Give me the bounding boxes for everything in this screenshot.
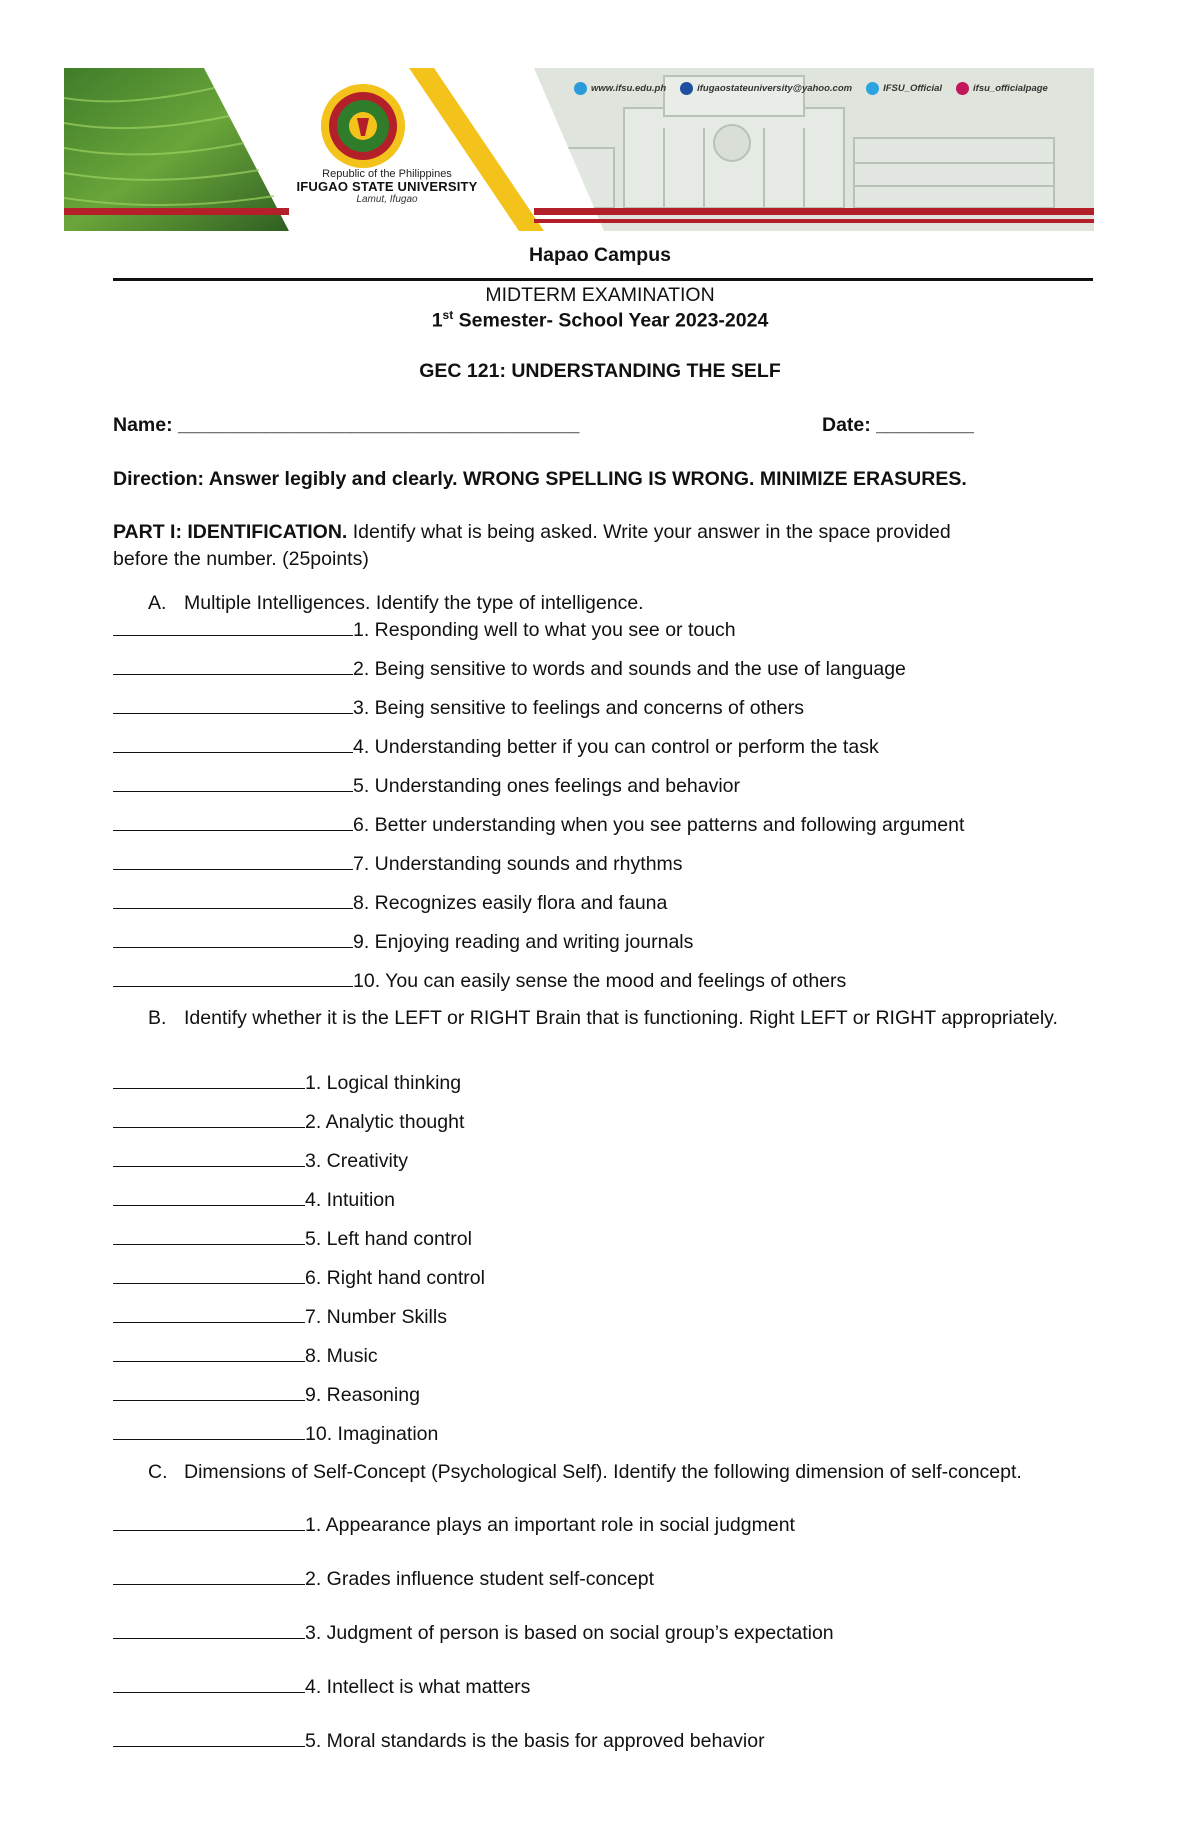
list-item bbox=[113, 1567, 654, 1591]
question-text: 3. Judgment of person is based on social group’s expectation bbox=[305, 1622, 834, 1644]
section-a-letter: A. bbox=[148, 592, 167, 614]
semester-number: 1 bbox=[431, 309, 443, 332]
list-item bbox=[113, 774, 740, 798]
twitter-icon bbox=[866, 82, 879, 95]
section-a-heading bbox=[148, 592, 644, 615]
answer-blank[interactable] bbox=[113, 1513, 305, 1531]
question-text: 2. Analytic thought bbox=[305, 1111, 465, 1133]
question-text: 3. Being sensitive to feelings and concerns of others bbox=[353, 697, 804, 719]
question-text: 6. Right hand control bbox=[305, 1267, 485, 1289]
list-item bbox=[113, 1149, 408, 1173]
university-location: Lamut, Ifugao bbox=[356, 194, 418, 206]
question-text: 1. Logical thinking bbox=[305, 1072, 462, 1094]
list-item bbox=[113, 1110, 464, 1134]
date-field[interactable] bbox=[822, 414, 974, 437]
answer-blank[interactable] bbox=[113, 1383, 305, 1401]
question-text: 5. Understanding ones feelings and behavior bbox=[353, 775, 741, 797]
answer-blank[interactable] bbox=[113, 618, 353, 636]
list-item bbox=[113, 618, 736, 642]
semester-text: Semester- School Year 2023-2024 bbox=[453, 309, 769, 332]
section-c-letter: C. bbox=[148, 1461, 168, 1483]
answer-blank[interactable] bbox=[113, 1110, 305, 1128]
answer-blank[interactable] bbox=[113, 891, 353, 909]
university-name: IFUGAO STATE UNIVERSITY bbox=[296, 179, 478, 195]
question-text: 8. Recognizes easily flora and fauna bbox=[353, 892, 668, 914]
answer-blank[interactable] bbox=[113, 1344, 305, 1362]
question-text: 10. Imagination bbox=[305, 1423, 439, 1445]
list-item bbox=[113, 891, 667, 915]
answer-blank[interactable] bbox=[113, 1567, 305, 1585]
list-item bbox=[113, 1513, 795, 1537]
answer-blank[interactable] bbox=[113, 696, 353, 714]
answer-blank[interactable] bbox=[113, 1621, 305, 1639]
list-item bbox=[113, 813, 964, 837]
contact-facebook[interactable]: ifugaostateuniversity@yahoo.com bbox=[680, 82, 852, 95]
answer-blank[interactable] bbox=[113, 1188, 305, 1206]
semester-line bbox=[0, 308, 1200, 333]
contact-row bbox=[574, 82, 1048, 95]
header-banner bbox=[64, 68, 1094, 231]
facebook-icon bbox=[680, 82, 693, 95]
answer-blank[interactable] bbox=[113, 1675, 305, 1693]
question-text: 4. Intellect is what matters bbox=[305, 1676, 531, 1698]
list-item bbox=[113, 1422, 438, 1446]
answer-blank[interactable] bbox=[113, 813, 353, 831]
date-blank[interactable]: _________ bbox=[876, 414, 974, 436]
question-text: 5. Left hand control bbox=[305, 1228, 472, 1250]
list-item bbox=[113, 657, 906, 681]
course-title: GEC 121: UNDERSTANDING THE SELF bbox=[419, 360, 781, 382]
campus-name: Hapao Campus bbox=[529, 244, 671, 266]
direction-text: Direction: Answer legibly and clearly. WRONG SPELLING IS WRONG. MINIMIZE ERASURES. bbox=[113, 468, 967, 490]
question-text: 2. Grades influence student self-concept bbox=[305, 1568, 655, 1590]
list-item bbox=[113, 1383, 420, 1407]
answer-blank[interactable] bbox=[113, 1266, 305, 1284]
answer-blank[interactable] bbox=[113, 1729, 305, 1747]
list-item bbox=[113, 852, 683, 876]
list-item bbox=[113, 1227, 472, 1251]
instagram-icon bbox=[956, 82, 969, 95]
answer-blank[interactable] bbox=[113, 735, 353, 753]
name-blank[interactable]: _____________________________________ bbox=[178, 414, 580, 436]
answer-blank[interactable] bbox=[113, 852, 353, 870]
name-field[interactable] bbox=[113, 414, 579, 437]
date-label: Date: bbox=[822, 414, 871, 436]
section-b-heading: Identify whether it is the LEFT or RIGHT Brain that is functioning. Right LEFT or RIGHT appropriately. bbox=[184, 1007, 1058, 1029]
list-item bbox=[113, 696, 804, 720]
question-text: 5. Moral standards is the basis for approved behavior bbox=[305, 1730, 765, 1752]
section-a-text: Multiple Intelligences. Identify the type of intelligence. bbox=[184, 592, 644, 614]
part1-heading: PART I: IDENTIFICATION. bbox=[113, 521, 348, 543]
list-item bbox=[113, 1305, 447, 1329]
globe-icon bbox=[574, 82, 587, 95]
list-item bbox=[113, 930, 693, 954]
answer-blank[interactable] bbox=[113, 969, 353, 987]
republic-text: Republic of the Philippines bbox=[322, 168, 452, 180]
answer-blank[interactable] bbox=[113, 774, 353, 792]
list-item bbox=[113, 1188, 395, 1212]
question-text: 3. Creativity bbox=[305, 1150, 408, 1172]
list-item bbox=[113, 1344, 378, 1368]
section-c-letter-wrap bbox=[148, 1461, 184, 1484]
section-c-heading: Dimensions of Self-Concept (Psychological Self). Identify the following dimension of self-concept. bbox=[184, 1461, 1022, 1483]
question-text: 4. Understanding better if you can control or perform the task bbox=[353, 736, 879, 758]
contact-website[interactable]: www.ifsu.edu.ph bbox=[574, 82, 666, 95]
question-text: 6. Better understanding when you see patterns and following argument bbox=[353, 814, 965, 836]
contact-twitter[interactable]: IFSU_Official bbox=[866, 82, 942, 95]
answer-blank[interactable] bbox=[113, 1305, 305, 1323]
section-b-letter: B. bbox=[148, 1007, 167, 1029]
question-text: 1. Responding well to what you see or touch bbox=[353, 619, 736, 641]
answer-blank[interactable] bbox=[113, 1149, 305, 1167]
question-text: 7. Understanding sounds and rhythms bbox=[353, 853, 683, 875]
question-text: 8. Music bbox=[305, 1345, 378, 1367]
list-item bbox=[113, 735, 879, 759]
question-text: 7. Number Skills bbox=[305, 1306, 447, 1328]
question-text: 2. Being sensitive to words and sounds and the use of language bbox=[353, 658, 906, 680]
list-item bbox=[113, 1675, 530, 1699]
question-text: 9. Enjoying reading and writing journals bbox=[353, 931, 694, 953]
contact-instagram[interactable]: ifsu_officialpage bbox=[956, 82, 1048, 95]
list-item bbox=[113, 1729, 765, 1753]
list-item bbox=[113, 1071, 461, 1095]
question-text: 10. You can easily sense the mood and feelings of others bbox=[353, 970, 847, 992]
answer-blank[interactable] bbox=[113, 930, 353, 948]
question-text: 1. Appearance plays an important role in social judgment bbox=[305, 1514, 795, 1536]
semester-suffix: st bbox=[442, 308, 454, 322]
part1-line2: before the number. (25points) bbox=[113, 548, 369, 570]
list-item bbox=[113, 969, 846, 993]
part1-line1 bbox=[113, 521, 951, 544]
answer-blank[interactable] bbox=[113, 1227, 305, 1245]
part1-instruction: Identify what is being asked. Write your answer in the space provided bbox=[347, 521, 951, 543]
question-text: 4. Intuition bbox=[305, 1189, 395, 1211]
name-label: Name: bbox=[113, 414, 173, 436]
list-item bbox=[113, 1266, 485, 1290]
list-item bbox=[113, 1621, 834, 1645]
university-block bbox=[282, 168, 492, 205]
section-b-letter-wrap bbox=[148, 1007, 184, 1030]
answer-blank[interactable] bbox=[113, 657, 353, 675]
question-text: 9. Reasoning bbox=[305, 1384, 420, 1406]
header-divider bbox=[113, 278, 1093, 281]
exam-title: MIDTERM EXAMINATION bbox=[485, 284, 715, 306]
university-seal bbox=[321, 84, 405, 168]
answer-blank[interactable] bbox=[113, 1422, 305, 1440]
answer-blank[interactable] bbox=[113, 1071, 305, 1089]
